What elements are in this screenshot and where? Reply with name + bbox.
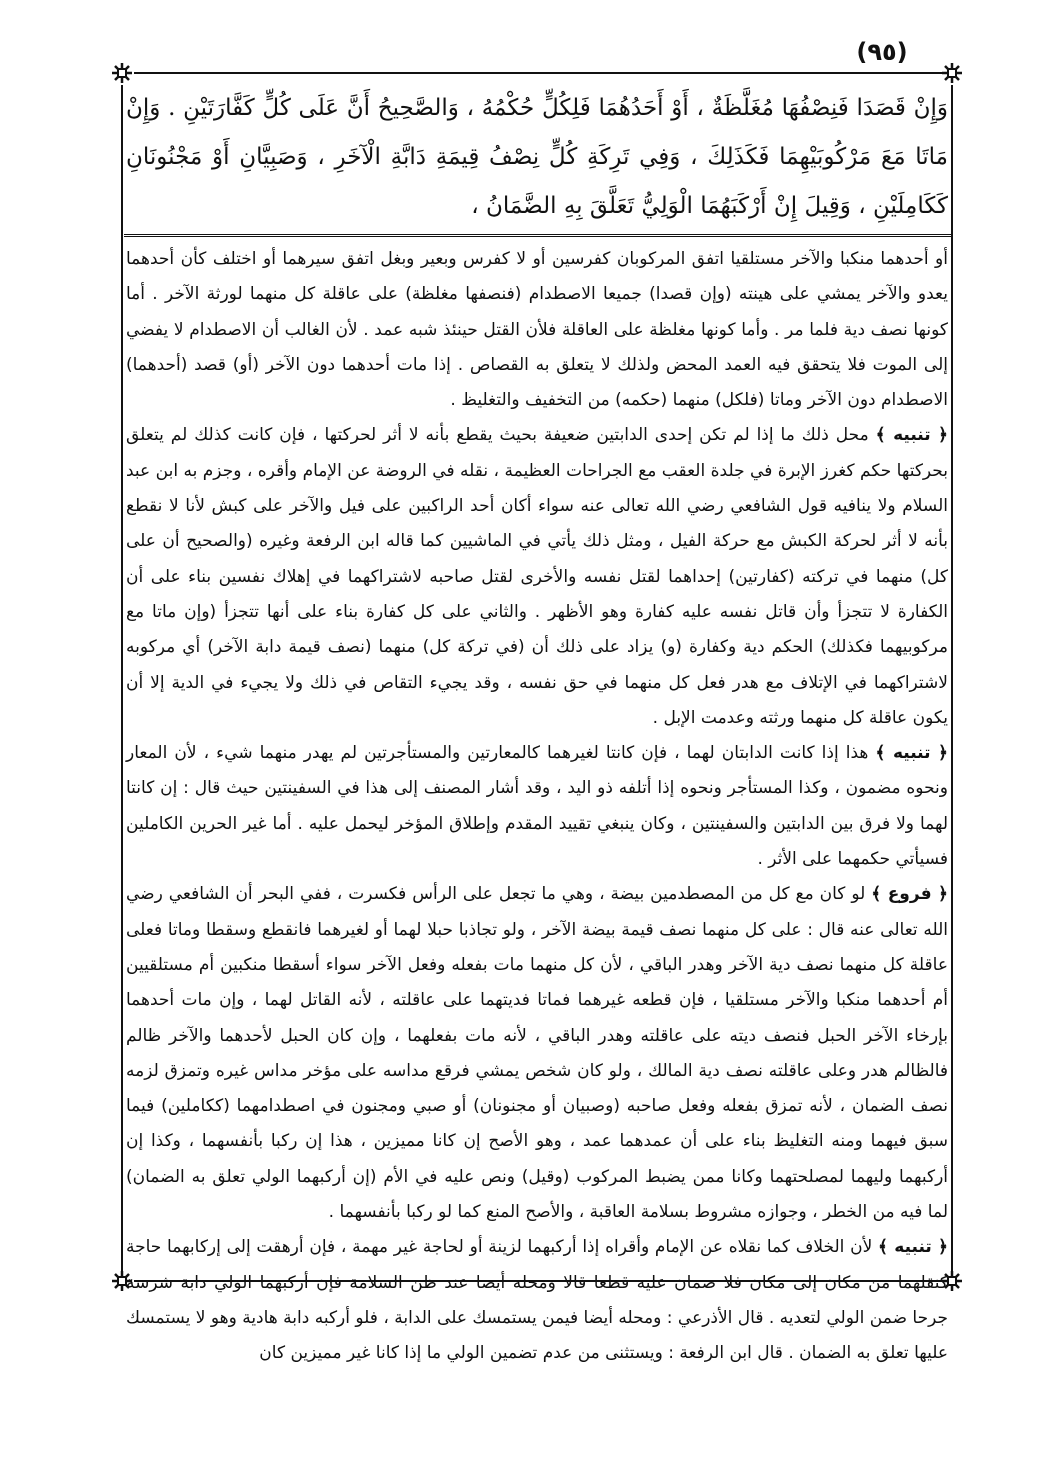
- main-text-paragraph: وَإِنْ قَصَدَا فَنِصْفُهَا مُغَلَّظَةٌ ، أَوْ أَحَدُهُمَا فَلِكُلٍّ حُكْمُهُ ، وَالصَّحِيحُ أَنَّ عَلَى كُلٍّ كَفَّارَتَيْنِ . وَإِنْ مَاتَا مَعَ مَرْكُوبَيْهِمَا فَكَذَلِكَ ، وَفِي تَرِكَةِ كُلٍّ نِصْفُ قِيمَةِ دَابَّةِ الْآخَرِ ، وَصَبِيَّانِ أَوْ مَجْنُونَانِ كَكَامِلَيْنِ ، وَقِيلَ إِنْ أَرْكَبَهُمَا الْوَلِيُّ تَعَلَّقَ بِهِ الضَّمَانُ ،: [126, 95, 948, 219]
- note-label: ﴿ تنبيه ﴾: [875, 743, 948, 764]
- frame-left-line: [121, 85, 123, 1271]
- branches-label: ﴿ فروع ﴾: [871, 884, 948, 905]
- commentary-paragraph-5: [126, 1230, 948, 1371]
- note-text: هذا إذا كانت الدابتان لهما ، فإن كانتا لغيرهما كالمعارتين والمستأجرتين لم يهدر منهما شيء ، لأن المعار ونحوه مضمون ، وكذا المستأجر ونحوه إذا أتلفه ذو اليد ، وقد أشار المصنف إلى هذا في السفينتين حيث قال : إن كانتا لهما ولا فرق بين الدابتين والسفينتين ، وكان ينبغي تقييد المقدم وإطلاق المؤخر ليحمل عليه . أما غير الحرين الكاملين فسيأتي حكمهما على الأثر .: [126, 743, 948, 870]
- section-divider: [124, 234, 952, 237]
- ornament-top-left-icon: [111, 62, 133, 84]
- commentary-paragraph-2: [126, 418, 948, 736]
- commentary: [126, 242, 948, 1372]
- commentary-paragraph-1: أو أحدهما منكبا والآخر مستلقيا اتفق المركوبان كفرسين أو لا كفرس وبعير وبغل اتفق سيرهما أو اختلف كأن أحدهما يعدو والآخر يمشي على هينته (وإن قصدا) جميعا الاصطدام (فنصفها مغلظة) على عاقلة كل منهما لورثة الآخر . أما كونها نصف دية فلما مر . وأما كونها مغلظة على العاقلة فلأن القتل حينئذ شبه عمد . لأن الغالب أن الاصطدام لا يفضي إلى الموت فلا يتحقق فيه العمد المحض ولذلك لا يتعلق به القصاص . إذا مات أحدهما دون الآخر (أو) قصد (أحدهما) الاصطدام دون الآخر وماتا (فلكل) منهما (حكمه) من التخفيف والتغليظ .: [126, 249, 948, 411]
- note-text: محل ذلك ما إذا لم تكن إحدى الدابتين ضعيفة بحيث يقطع بأنه لا أثر لحركتها ، فإن كانت كذلك لم يتعلق بحركتها حكم كغرز الإبرة في جلدة العقب مع الجراحات العظيمة ، نقله في الروضة عن الإمام وأقره ، وجزم به ابن عبد السلام ولا ينافيه قول الشافعي رضي الله تعالى عنه سواء أكان أحد الراكبين على فيل والآخر على كبش لأنا لا نقطع بأنه لا أثر لحركة الكبش مع حركة الفيل ، ومثل ذلك يأتي في الماشيين كما قاله ابن الرفعة وغيره (والصحيح أن على كل) منهما في تركته (كفارتين) إحداهما لقتل نفسه والأخرى لقتل صاحبه لاشتراكهما في إهلاك نفسين بناء على أن الكفارة لا تتجزأ وأن قاتل نفسه عليه كفارة وهو الأظهر . والثاني على كل كفارة بناء على أنها تتجزأ (وإن ماتا مع مركوبيهما فكذلك) الحكم دية وكفارة (و) يزاد على ذلك أن (في تركة كل) منهما (نصف قيمة دابة الآخر) أي مركوبه لاشتراكهما في الإتلاف مع هدر فعل كل منهما في حق نفسه ، وقد يجيء التقاص في ذلك ولا يجيء في الدية إلا أن يكون عاقلة كل منهما ورثته وعدمت الإبل .: [126, 425, 948, 728]
- frame-top-line: [134, 72, 942, 74]
- page-number: (٩٥): [856, 38, 908, 66]
- note-label: ﴿ تنبيه ﴾: [878, 1237, 948, 1258]
- note-label: ﴿ تنبيه ﴾: [875, 425, 948, 446]
- branches-text: لو كان مع كل من المصطدمين بيضة ، وهي ما تجعل على الرأس فكسرت ، ففي البحر أن الشافعي رضي الله تعالى عنه قال : على كل منهما نصف قيمة بيضة الآخر ، ولو تجاذبا حبلا لهما أو لغيرهما فانقطع وسقطا وماتا فعلى عاقلة كل منهما نصف دية الآخر وهدر الباقي ، لأن كل منهما مات بفعله وفعل الآخر سواء أسقطا منكبين أم مستلقيين أم أحدهما منكبا والآخر مستلقيا ، فإن قطعه غيرهما فماتا فديتهما على عاقلته ، لأنه القاتل لهما ، وإن مات أحدهما بإرخاء الآخر الحبل فنصف ديته على عاقلته وهدر الباقي ، لأنه مات بفعلهما ، وإن كان الحبل لأحدهما والآخر ظالم فالظالم هدر وعلى عاقلته نصف دية المالك ، ولو كان شخص يمشي فرقع مداسه على مؤخر مداس غيره وتمزق لزمه نصف الضمان ، لأنه تمزق بفعله وفعل صاحبه (وصبيان أو مجنونان) أو صبي ومجنون في اصطدامهما (ككاملين) فيما سبق فيهما ومنه التغليظ بناء على أن عمدهما عمد ، وهو الأصح إن كانا مميزين ، هذا إن ركبا بأنفسهما ، وكذا إن أركبهما وليهما لمصلحتهما وكانا ممن يضبط المركوب (وقيل) ونص عليه في الأم (إن أركبهما الولي تعلق به الضمان) لما فيه من الخطر ، وجوازه مشروط بسلامة العاقبة ، والأصح المنع كما لو ركبا بأنفسهما .: [126, 884, 948, 1223]
- ornament-top-right-icon: [941, 62, 963, 84]
- commentary-paragraph-4: [126, 877, 948, 1230]
- note-text: لأن الخلاف كما نقلاه عن الإمام وأقراه إذا أركبهما لزينة أو لحاجة غير مهمة ، فإن أرهقت إلى إركابهما حاجة كنقلهما من مكان إلى مكان فلا ضمان عليه قطعا قالا ومحله أيضا عند ظن السلامة فإن أركبهما الولي دابة شرسة جرحا ضمن الولي لتعديه . قال الأذرعي : ومحله أيضا فيمن يستمسك على الدابة ، فلو أركبه دابة هادية وهو لا يستمسك عليها تعلق به الضمان . قال ابن الرفعة : ويستثنى من عدم تضمين الولي ما إذا كانا غير مميزين كان: [126, 1237, 948, 1364]
- commentary-paragraph-3: [126, 736, 948, 877]
- main-text: [126, 84, 948, 231]
- frame-right-line: [951, 85, 953, 1271]
